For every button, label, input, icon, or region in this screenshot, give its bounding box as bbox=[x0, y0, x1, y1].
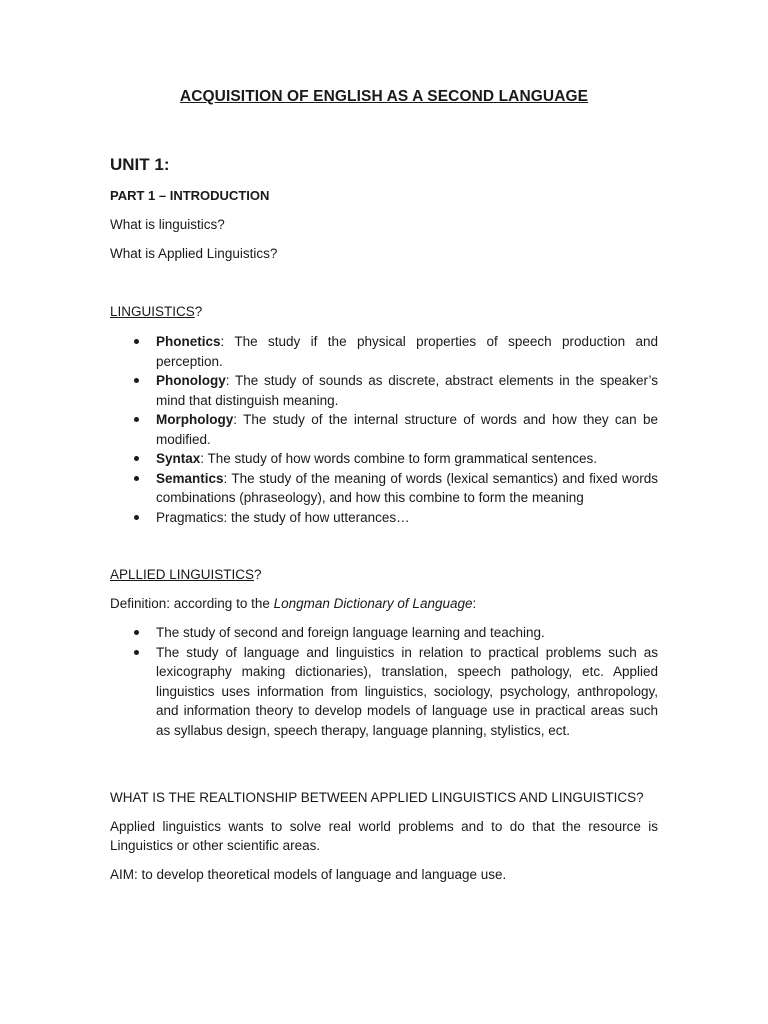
list-item bbox=[110, 449, 658, 469]
list-item bbox=[110, 410, 658, 449]
list-item bbox=[110, 469, 658, 508]
definition-prefix: Definition: according to the bbox=[110, 596, 274, 611]
linguistics-heading-suffix: ? bbox=[194, 304, 203, 319]
applied-heading-suffix: ? bbox=[254, 567, 262, 582]
list-item: The study of second and foreign language learning and teaching. bbox=[110, 623, 658, 643]
part-heading: PART 1 – INTRODUCTION bbox=[110, 188, 270, 203]
relationship-answer: Applied linguistics wants to solve real world problems and to do that the resource is Linguistics or other scientific areas. bbox=[110, 819, 658, 853]
definition-semantics: : The study of the meaning of words (lexical semantics) and fixed words combinations (phraseology), and how this combine to form the meaning bbox=[156, 470, 658, 505]
term-morphology: Morphology bbox=[156, 412, 234, 427]
term-phonology: Phonology bbox=[156, 373, 226, 388]
unit-heading: UNIT 1: bbox=[110, 155, 170, 174]
definition-morphology: : The study of the internal structure of words and how they can be modified. bbox=[156, 412, 658, 447]
list-item bbox=[110, 508, 658, 528]
list-item: The study of language and linguistics in relation to practical problems such as lexicography making dictionaries), translation, speech pathology, etc. Applied linguistics uses information from linguistics, sociology, psychology, anthropology, and information theory to develop models of language use in practical areas such as syllabus design, speech therapy, language planning, stylistics, ect. bbox=[110, 643, 658, 741]
list-item bbox=[110, 332, 658, 371]
term-semantics: Semantics bbox=[156, 470, 224, 486]
linguistics-heading bbox=[110, 302, 202, 321]
definition-phonology: : The study of sounds as discrete, abstract elements in the speaker’s mind that distinguish meaning. bbox=[156, 373, 658, 408]
definition-line bbox=[110, 594, 476, 613]
definition-source: Longman Dictionary of Language bbox=[273, 596, 473, 611]
term-phonetics: Phonetics bbox=[156, 334, 221, 349]
definition-phonetics: : The study if the physical properties of speech production and perception. bbox=[156, 334, 658, 369]
applied-list bbox=[110, 623, 658, 740]
term-syntax: Syntax bbox=[156, 451, 201, 466]
relationship-question: WHAT IS THE REALTIONSHIP BETWEEN APPLIED LINGUISTICS AND LINGUISTICS? bbox=[110, 790, 644, 805]
applied-heading-text: APLLIED LINGUISTICS bbox=[110, 567, 255, 582]
definition-suffix: : bbox=[472, 596, 477, 611]
question-applied-linguistics: What is Applied Linguistics? bbox=[110, 246, 278, 261]
document-title: ACQUISITION OF ENGLISH AS A SECOND LANGUAGE bbox=[179, 88, 589, 105]
linguistics-heading-text: LINGUISTICS bbox=[110, 304, 195, 319]
question-linguistics: What is linguistics? bbox=[110, 217, 225, 232]
applied-heading bbox=[110, 565, 262, 584]
definition-pragmatics: Pragmatics: the study of how utterances… bbox=[156, 509, 410, 525]
aim-statement: AIM: to develop theoretical models of language and language use. bbox=[110, 867, 507, 882]
definition-syntax: : The study of how words combine to form grammatical sentences. bbox=[200, 451, 597, 466]
linguistics-list bbox=[110, 332, 658, 527]
list-item bbox=[110, 371, 658, 410]
